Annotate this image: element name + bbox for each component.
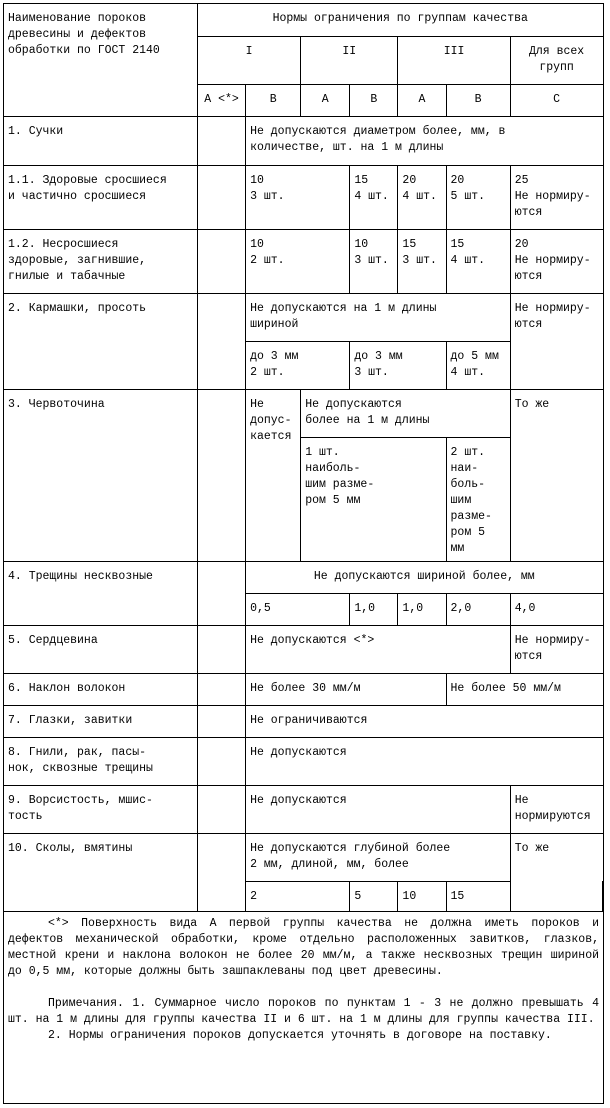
row-4-v2: 1,0 bbox=[350, 593, 398, 625]
footnote-text: <*> Поверхность вида А первой группы качества не должна иметь пороков и дефектов механической обработки, кроме отдельно расположенных завитков, глазков, местной крени и наклона волокон не более 20 мм/м, а также несквозных трещин шириной до 0,5 мм, которые должны быть зашпаклеваны под цвет древесины. bbox=[8, 917, 599, 978]
row-1-a1 bbox=[197, 116, 245, 165]
header-sub-a1: А <*> bbox=[197, 84, 245, 116]
row-9-text: Не допускаются bbox=[246, 785, 511, 833]
header-group-1: I bbox=[197, 36, 300, 84]
document-sheet bbox=[3, 3, 604, 1104]
row-1-2-b3: 15 4 шт. bbox=[446, 229, 510, 293]
header-sub-b2: В bbox=[350, 84, 398, 116]
row-8-name: 8. Гнили, рак, пасы- нок, сквозные трещины bbox=[4, 737, 197, 785]
row-2-c: Не нормиру- ются bbox=[510, 293, 602, 389]
row-6-a1 bbox=[197, 673, 245, 705]
row-1-1-b1: 10 3 шт. bbox=[246, 165, 350, 229]
header-sub-a3: А bbox=[398, 84, 446, 116]
row-4-text: Не допускаются шириной более, мм bbox=[246, 561, 603, 593]
row-2-v3: до 5 мм 4 шт. bbox=[446, 341, 510, 389]
header-group-all: Для всех групп bbox=[510, 36, 602, 84]
row-5-text: Не допускаются <*> bbox=[246, 625, 511, 673]
header-sub-a2: А bbox=[301, 84, 350, 116]
row-1-name: 1. Сучки bbox=[4, 116, 197, 165]
row-10-v4: 15 bbox=[446, 881, 602, 911]
row-3-v2: 2 шт. наи- боль- шим разме- ром 5 мм bbox=[446, 437, 510, 561]
row-2-a1 bbox=[197, 293, 245, 389]
row-2-v1: до 3 мм 2 шт. bbox=[246, 341, 350, 389]
row-10-a1 bbox=[197, 833, 245, 911]
row-7-name: 7. Глазки, завитки bbox=[4, 705, 197, 737]
row-8-a1 bbox=[197, 737, 245, 785]
notes-spacer bbox=[8, 980, 599, 996]
row-1-2-a3: 15 3 шт. bbox=[398, 229, 446, 293]
header-sub-c: С bbox=[510, 84, 602, 116]
header-sub-b1: В bbox=[246, 84, 301, 116]
row-5-c: Не нормиру- ются bbox=[510, 625, 602, 673]
row-6-name: 6. Наклон волокон bbox=[4, 673, 197, 705]
row-5-name: 5. Сердцевина bbox=[4, 625, 197, 673]
notes-block bbox=[4, 910, 603, 1044]
row-10-v3: 10 bbox=[398, 881, 446, 911]
row-1-1-a3: 20 4 шт. bbox=[398, 165, 446, 229]
row-4-v3: 1,0 bbox=[398, 593, 446, 625]
row-1-2-name: 1.2. Несросшиеся здоровые, загнившие, гнилые и табачные bbox=[4, 229, 197, 293]
row-3-v1: 1 шт. наиболь- шим разме- ром 5 мм bbox=[301, 437, 446, 561]
row-1-1-b2: 15 4 шт. bbox=[350, 165, 398, 229]
row-9-name: 9. Ворсистость, мшис- тость bbox=[4, 785, 197, 833]
row-4-name: 4. Трещины несквозные bbox=[4, 561, 197, 625]
row-6-text2: Не более 50 мм/м bbox=[446, 673, 602, 705]
row-5-a1 bbox=[197, 625, 245, 673]
note-1-text: Примечания. 1. Суммарное число пороков по пунктам 1 - 3 не должно превышать 4 шт. на 1 м длины для группы качества II и 6 шт. на 1 м длины для группы качества III. bbox=[8, 997, 599, 1026]
row-7-text: Не ограничиваются bbox=[246, 705, 603, 737]
row-4-v4: 2,0 bbox=[446, 593, 510, 625]
row-7-a1 bbox=[197, 705, 245, 737]
row-2-v2: до 3 мм 3 шт. bbox=[350, 341, 446, 389]
row-1-2-b2: 10 3 шт. bbox=[350, 229, 398, 293]
row-2-text: Не допускаются на 1 м длины шириной bbox=[246, 293, 511, 341]
row-1-1-c: 25 Не нормиру- ются bbox=[510, 165, 602, 229]
row-8-text: Не допускаются bbox=[246, 737, 603, 785]
row-3-name: 3. Червоточина bbox=[4, 389, 197, 561]
row-9-a1 bbox=[197, 785, 245, 833]
row-10-name: 10. Сколы, вмятины bbox=[4, 833, 197, 911]
row-1-1-a1 bbox=[197, 165, 245, 229]
row-1-text: Не допускаются диаметром более, мм, в количестве, шт. на 1 м длины bbox=[246, 116, 603, 165]
header-norms-title: Нормы ограничения по группам качества bbox=[197, 4, 602, 36]
row-6-text1: Не более 30 мм/м bbox=[246, 673, 446, 705]
row-4-v5: 4,0 bbox=[510, 593, 602, 625]
row-10-v2: 5 bbox=[350, 881, 398, 911]
row-2-name: 2. Кармашки, просоть bbox=[4, 293, 197, 389]
row-1-2-a1 bbox=[197, 229, 245, 293]
row-10-text: Не допускаются глубиной более 2 мм, длиной, мм, более bbox=[246, 833, 511, 881]
header-name-col: Наименование пороков древесины и дефектов обработки по ГОСТ 2140 bbox=[4, 4, 197, 116]
row-3-b1: Не допус- кается bbox=[246, 389, 301, 561]
row-3-a1 bbox=[197, 389, 245, 561]
row-1-2-c: 20 Не нормиру- ются bbox=[510, 229, 602, 293]
header-sub-b3: В bbox=[446, 84, 510, 116]
row-9-c: Не нормируются bbox=[510, 785, 602, 833]
row-4-a1 bbox=[197, 561, 245, 625]
row-3-c: То же bbox=[510, 389, 602, 561]
row-10-v1: 2 bbox=[246, 881, 350, 911]
row-1-1-name: 1.1. Здоровые сросшиеся и частично сросшиеся bbox=[4, 165, 197, 229]
header-group-2: II bbox=[301, 36, 398, 84]
header-group-3: III bbox=[398, 36, 510, 84]
row-1-2-b1: 10 2 шт. bbox=[246, 229, 350, 293]
row-10-c: То же bbox=[510, 833, 602, 911]
note-2-text: 2. Нормы ограничения пороков допускается уточнять в договоре на поставку. bbox=[48, 1029, 552, 1042]
row-3-text: Не допускаются более на 1 м длины bbox=[301, 389, 510, 437]
norms-table bbox=[4, 4, 603, 912]
row-1-1-b3: 20 5 шт. bbox=[446, 165, 510, 229]
row-4-v1: 0,5 bbox=[246, 593, 350, 625]
